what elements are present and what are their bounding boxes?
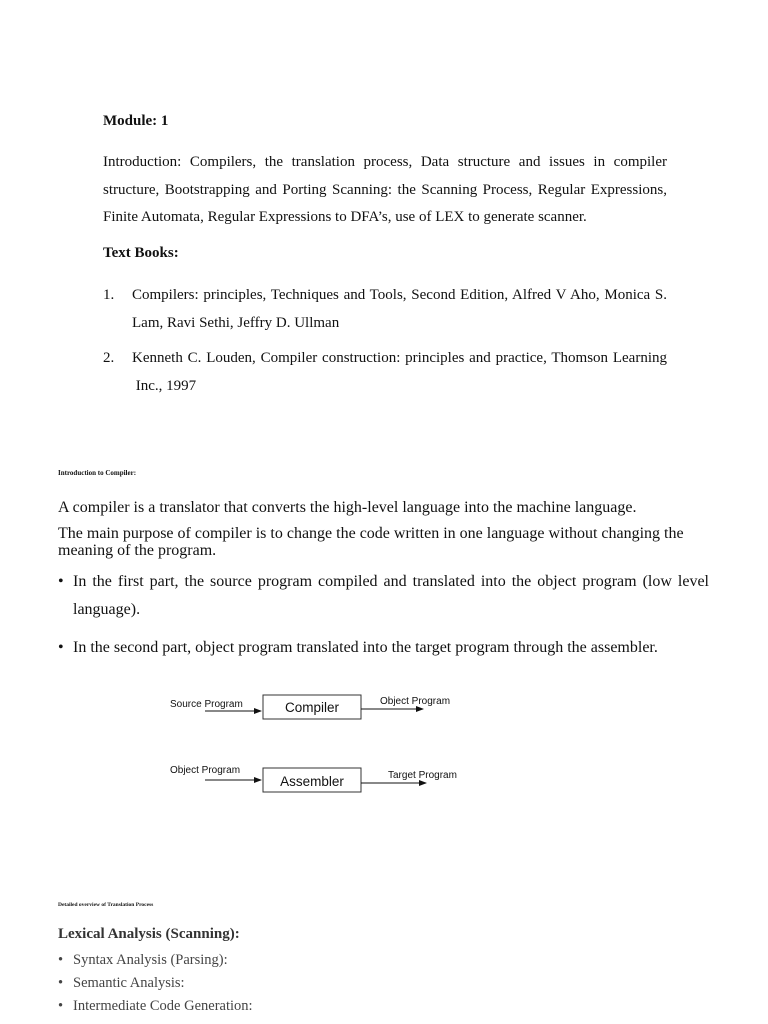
list-item [58,973,185,993]
bullet-icon: • [58,998,64,1014]
text-book-line: Inc., 1997 [132,377,197,394]
assembler-box-label: Assembler [280,774,344,789]
list-item [58,996,253,1016]
bullet-icon: • [58,639,64,656]
compiler-box-label: Compiler [284,700,340,715]
text-book-line: Lam, Ravi Sethi, Jeffry D. Ullman [132,314,340,331]
text-book-line: Compilers: principles, Techniques and Tools, Second Edition, Alfred V Aho, Monica S. [132,287,667,303]
text-book-line: Kenneth C. Louden, Compiler construction: principles and practice, Thomson Learning [132,350,667,366]
bullet-text: In the first part, the source program compiled and translated into the object program (low level language). [73,573,709,618]
list-item-text: Syntax Analysis (Parsing): [73,952,228,968]
bullet-icon: • [58,573,64,590]
text-book-item [103,345,667,400]
list-item [58,950,228,970]
lexical-analysis-heading: Lexical Analysis (Scanning): [58,926,240,942]
bullet-icon: • [58,952,64,968]
translation-diagram [160,684,480,804]
translation-overview-heading: Detailed overview of Translation Process [58,902,154,908]
list-number: 2. [103,350,115,366]
object-program-label: Object Program [380,696,451,707]
text-books-heading: Text Books: [103,245,179,261]
intro-line: structure, Bootstrapping and Porting Scanning: the Scanning Process, Regular Expressions, [103,181,667,198]
bullet-text: In the second part, object program translated into the target program through the assembler. [73,639,658,656]
list-number: 1. [103,287,115,303]
bullet-item [58,634,709,662]
module-title: Module: 1 [103,113,169,129]
intro-compiler-para1: A compiler is a translator that converts the high-level language into the machine language. [58,499,637,516]
target-program-label: Target Program [388,770,457,781]
module-intro-paragraph [103,149,667,232]
intro-line: Finite Automata, Regular Expressions to DFA’s, use of LEX to generate scanner. [103,209,587,225]
list-item-text: Intermediate Code Generation: [73,998,253,1014]
object-program-input-label: Object Program [170,765,241,776]
intro-compiler-para2: The main purpose of compiler is to change the code written in one language without changing the meaning of the program. [58,525,684,559]
text-book-item [103,282,667,337]
bullet-icon: • [58,975,64,991]
intro-line: Introduction: Compilers, the translation process, Data structure and issues in compiler [103,154,667,170]
list-item-text: Semantic Analysis: [73,975,185,991]
intro-compiler-heading: Introduction to Compiler: [58,469,137,477]
source-program-label: Source Program [170,699,243,710]
bullet-item [58,568,709,624]
